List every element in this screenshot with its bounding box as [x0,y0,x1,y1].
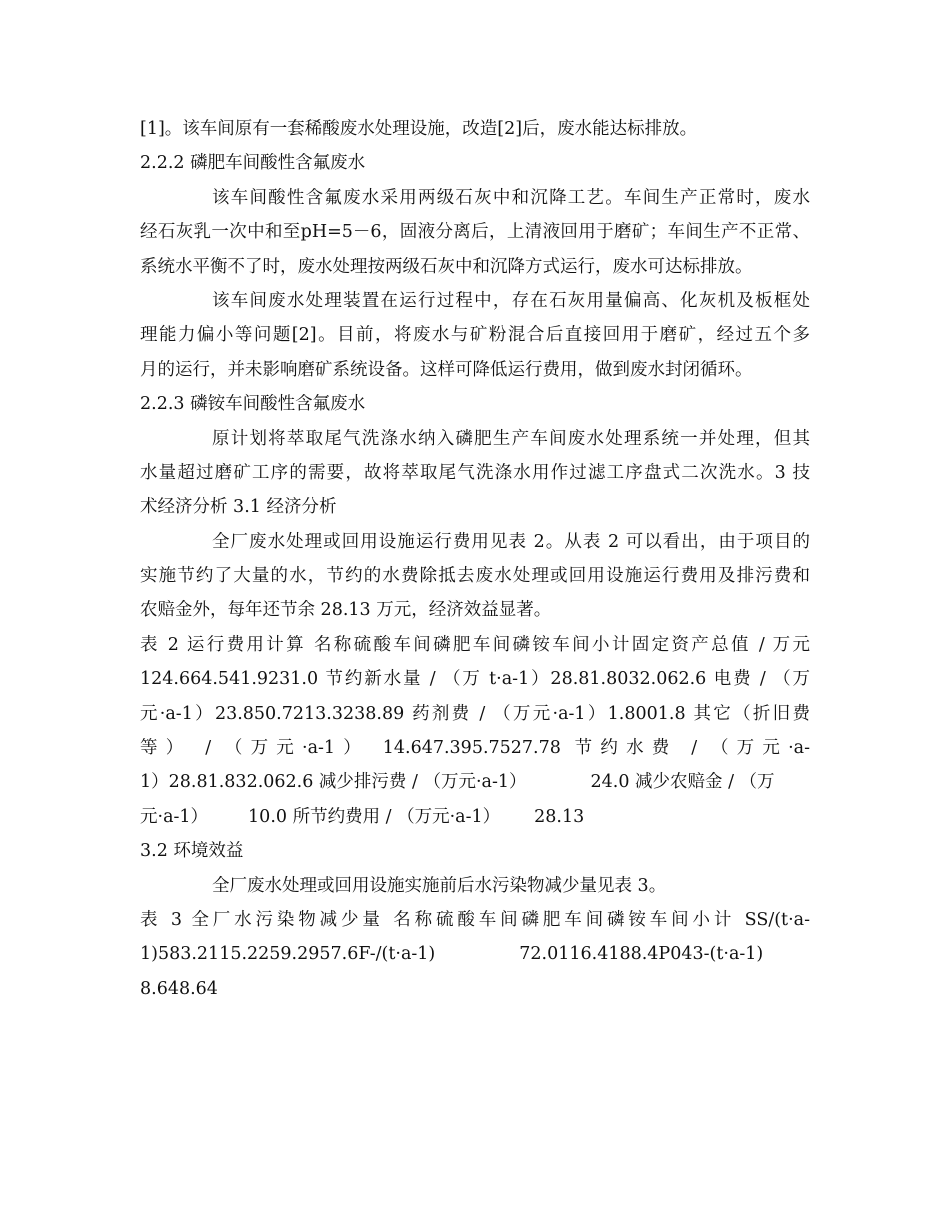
table-3-caption: 表 3 全厂水污染物减少量 名称硫酸车间磷肥车间磷铵车间小计 SS/(t·a- [140,909,810,930]
table-2-fragment: 28.13 [534,806,585,827]
text-line: 农赔金外，每年还节余 28.13 万元，经济效益显著。 [140,600,552,621]
text-line: 水量超过磨矿工序的需要，故将萃取尾气洗涤水用作过滤工序盘式二次洗水。3 技 [140,462,810,483]
section-heading-2-2-3: 2.2.3 磷铵车间酸性含氟废水 [140,394,366,415]
text-line: 月的运行，并未影响磨矿系统设备。这样可降低运行费用，做到废水封闭循环。 [140,359,753,380]
text-line: 术经济分析 3.1 经济分析 [140,497,337,518]
text-line: 实施节约了大量的水，节约的水费除抵去废水处理或回用设施运行费用及排污费和 [140,566,810,587]
table-3-text [140,937,810,971]
text-line: 经石灰乳一次中和至pH=5－6，固液分离后，上清液回用于磨矿；车间生产不正常、 [140,222,810,243]
text-line: 该车间废水处理装置在运行过程中，存在石灰用量偏高、化灰机及板框处 [212,290,810,311]
table-2-caption: 表 2 运行费用计算 名称硫酸车间磷肥车间磷铵车间小计固定资产总值 / 万元 [140,634,810,655]
table-2-text [140,765,810,799]
table-2-fragment: 元·a-1） [140,806,209,827]
section-heading-2-2-2: 2.2.2 磷肥车间酸性含氟废水 [140,153,366,174]
text-line: 系统水平衡不了时，废水处理按两级石灰中和沉降方式运行，废水可达标排放。 [140,256,753,277]
text-line: 理能力偏小等问题[2]。目前，将废水与矿粉混合后直接回用于磨矿，经过五个多 [140,325,810,346]
text-line: 全厂废水处理或回用设施实施前后水污染物减少量见表 3。 [212,875,667,896]
table-2-fragment: 24.0 减少农赔金 / （万 [590,772,775,793]
table-3-text: 8.648.64 [140,978,218,999]
table-2-fragment: 10.0 所节约费用 / （万元·a-1） [248,806,501,827]
text-line: 该车间酸性含氟废水采用两级石灰中和沉降工艺。车间生产正常时，废水 [212,187,810,208]
table-3-fragment: 1)583.2115.2259.2957.6F-/(t·a-1) [140,944,436,965]
table-3-fragment: 72.0116.4188.4P043-(t·a-1) [519,944,764,965]
table-2-text: 元·a-1）23.850.7213.3238.89 药剂费 / （万元·a-1）1.8001.8 其它（折旧费 [140,703,810,724]
text-line: [1]。该车间原有一套稀酸废水处理设施，改造[2]后，废水能达标排放。 [140,119,698,139]
table-2-text: 124.664.541.9231.0 节约新水量 / （万 t·a-1）28.81.8032.062.6 电费 / （万 [140,669,810,690]
text-line: 原计划将萃取尾气洗涤水纳入磷肥生产车间废水处理系统一并处理，但其 [212,428,810,449]
table-2-text [140,800,810,834]
table-2-fragment: 1）28.81.832.062.6 减少排污费 / （万元·a-1） [140,772,527,793]
text-line: 全厂废水处理或回用设施运行费用见表 2。从表 2 可以看出，由于项目的 [212,531,810,552]
document-page [140,112,810,1006]
section-heading-3-2: 3.2 环境效益 [140,841,244,862]
table-2-text: 等） / （万元·a-1） 14.647.395.7527.78 节约水费 / （万元·a- [140,738,810,759]
